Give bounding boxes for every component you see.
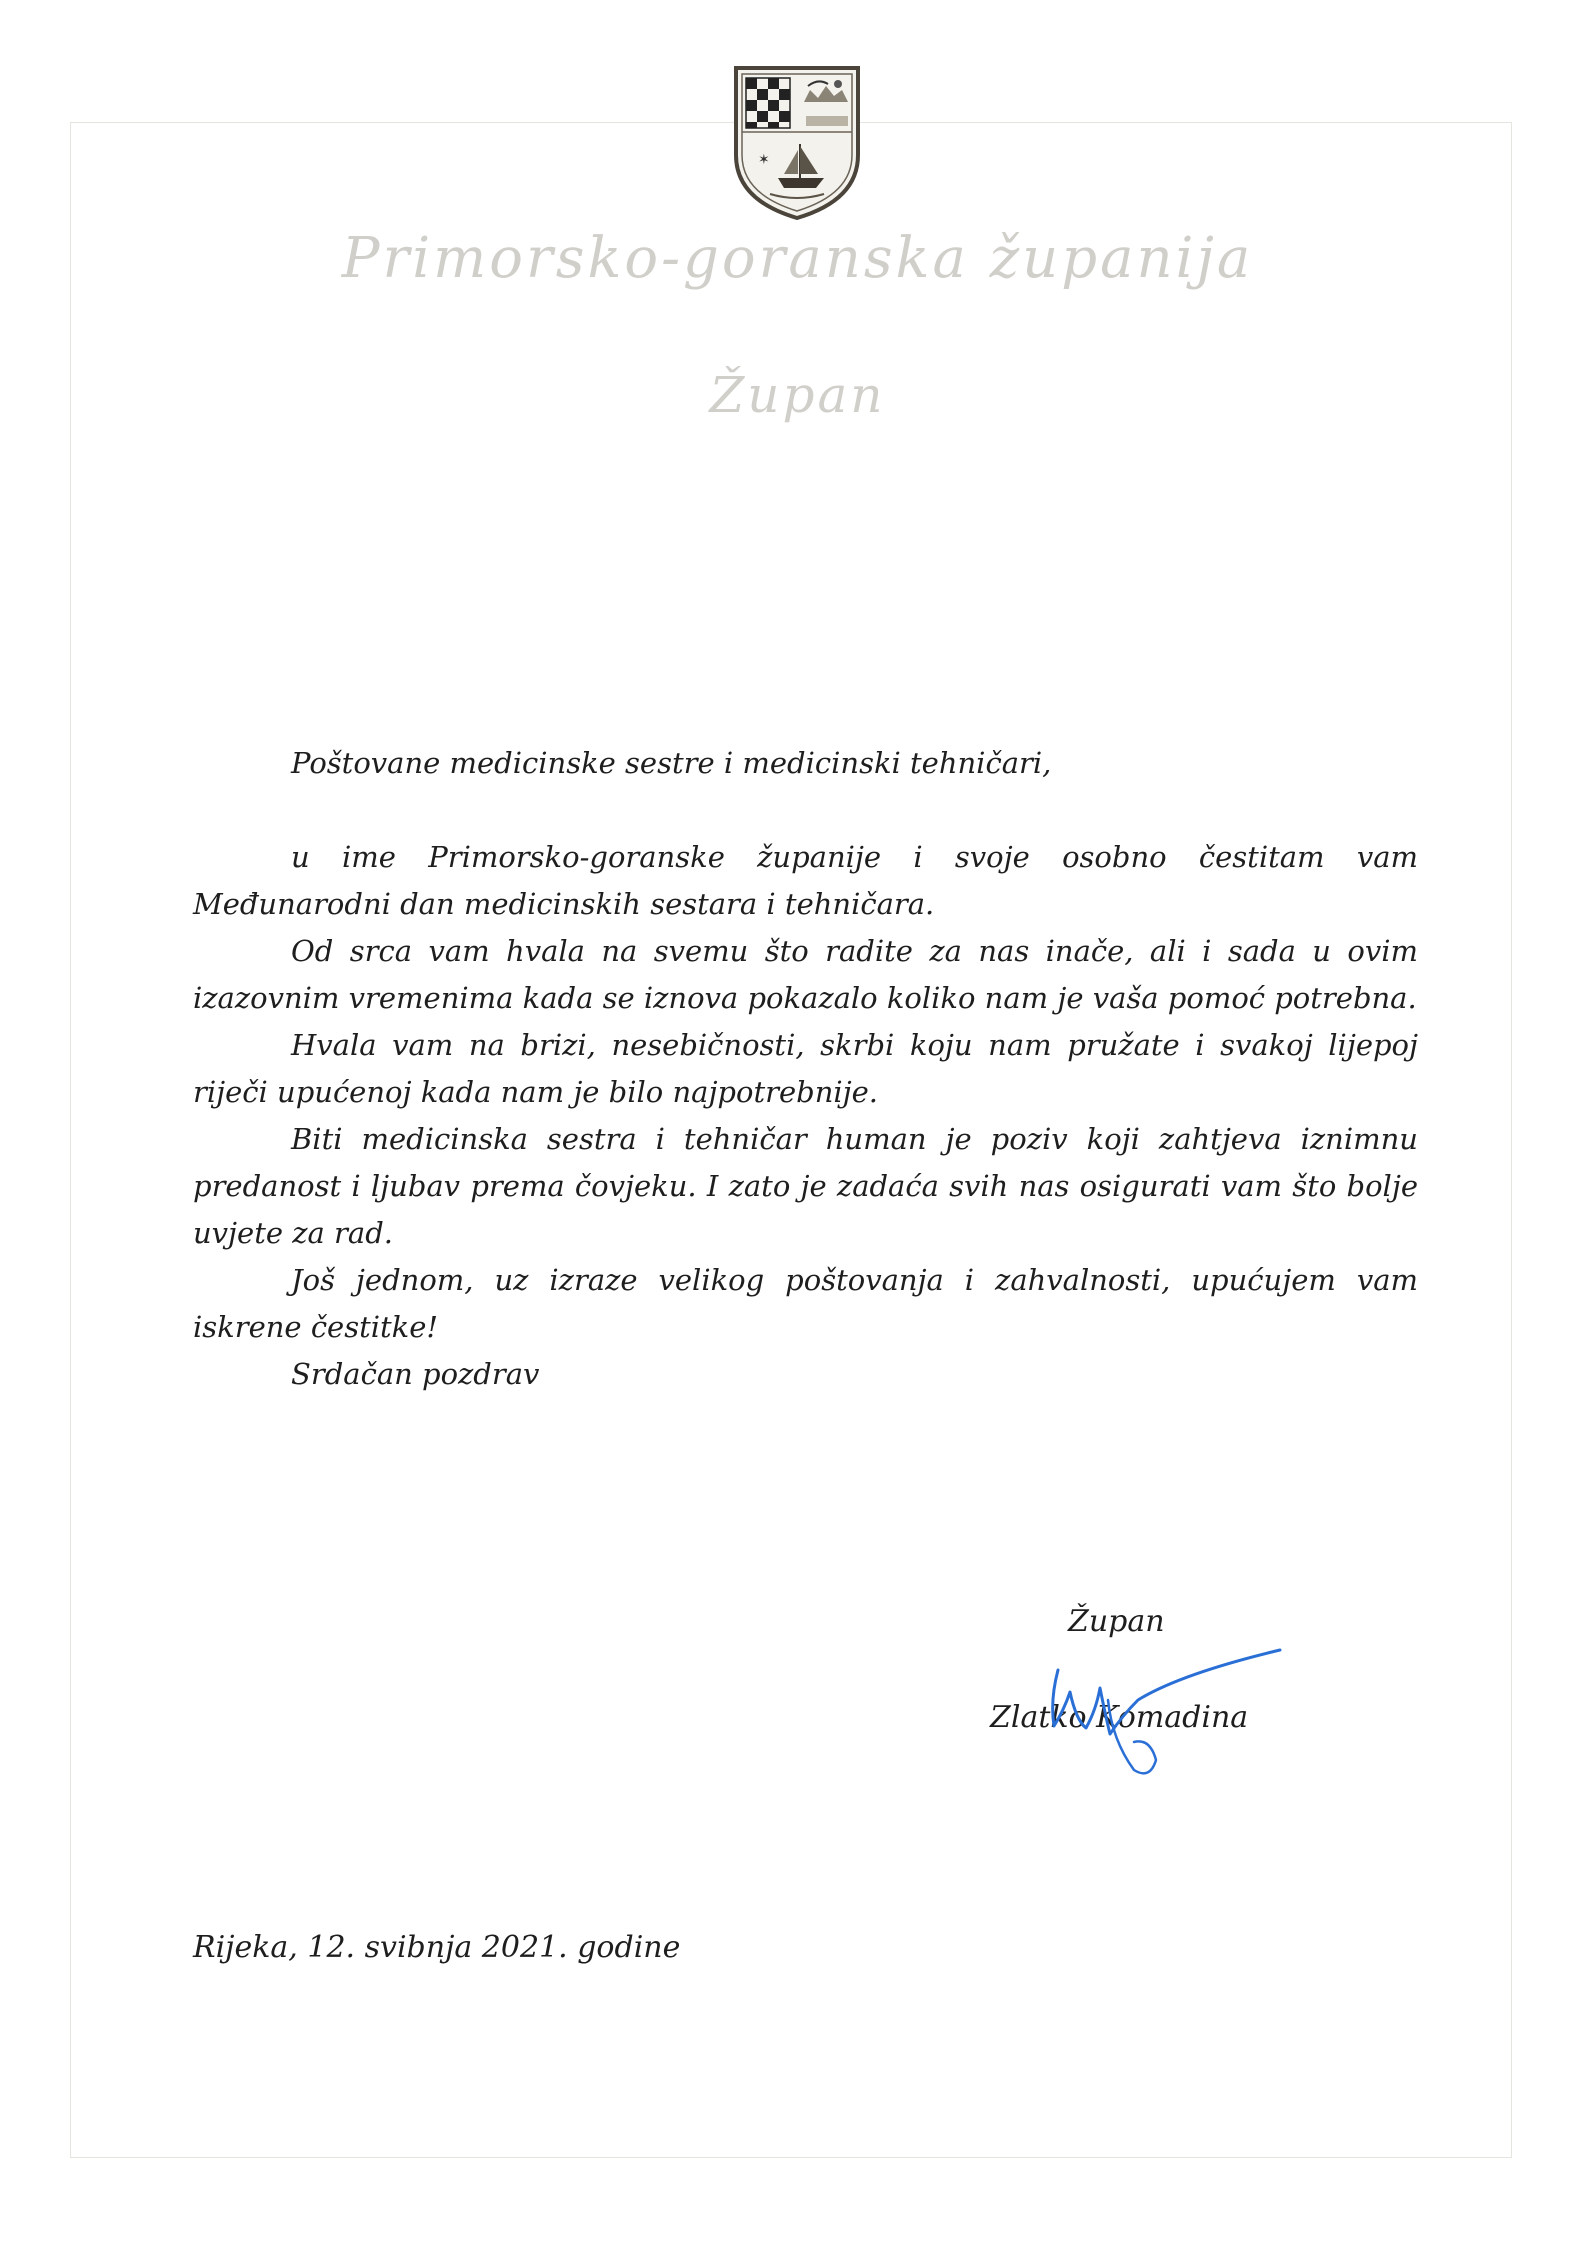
paragraph-2: Od srca vam hvala na svemu što radite za nas inače, ali i sada u ovim izazovnim vremenima kada se iznova pokazalo koliko nam je vaša pomoć potrebna. xyxy=(193,934,1418,1015)
handwritten-signature-icon xyxy=(1030,1630,1290,1790)
salutation: Poštovane medicinske sestre i medicinski tehničari, xyxy=(291,746,1052,780)
svg-text:✶: ✶ xyxy=(758,152,770,168)
signer-title: Župan xyxy=(1068,1604,1165,1639)
closing: Srdačan pozdrav xyxy=(291,1357,540,1391)
letterhead-title: Primorsko-goranska županija xyxy=(341,226,1254,291)
paragraph-1: u ime Primorsko-goranske županije i svoje osobno čestitam vam Međunarodni dan medicinskih sestara i tehničara. xyxy=(193,840,1418,921)
signer-name: Zlatko Komadina xyxy=(990,1700,1249,1735)
paragraph-3: Hvala vam na brizi, nesebičnosti, skrbi koju nam pružate i svakoj lijepoj riječi upućenoj kada nam je bilo najpotrebnije. xyxy=(193,1028,1418,1109)
letter-body xyxy=(193,740,1418,1398)
paragraph-4: Biti medicinska sestra i tehničar human je poziv koji zahtjeva iznimnu predanost i ljubav prema čovjeku. I zato je zadaća svih nas osigurati vam što bolje uvjete za rad. xyxy=(193,1122,1418,1250)
letterhead-subtitle: Župan xyxy=(709,366,886,424)
paragraph-5: Još jednom, uz izraze velikog poštovanja i zahvalnosti, upućujem vam iskrene čestitke! xyxy=(193,1263,1418,1344)
place-and-date: Rijeka, 12. svibnja 2021. godine xyxy=(193,1930,681,1965)
county-coat-of-arms-icon xyxy=(728,60,866,224)
